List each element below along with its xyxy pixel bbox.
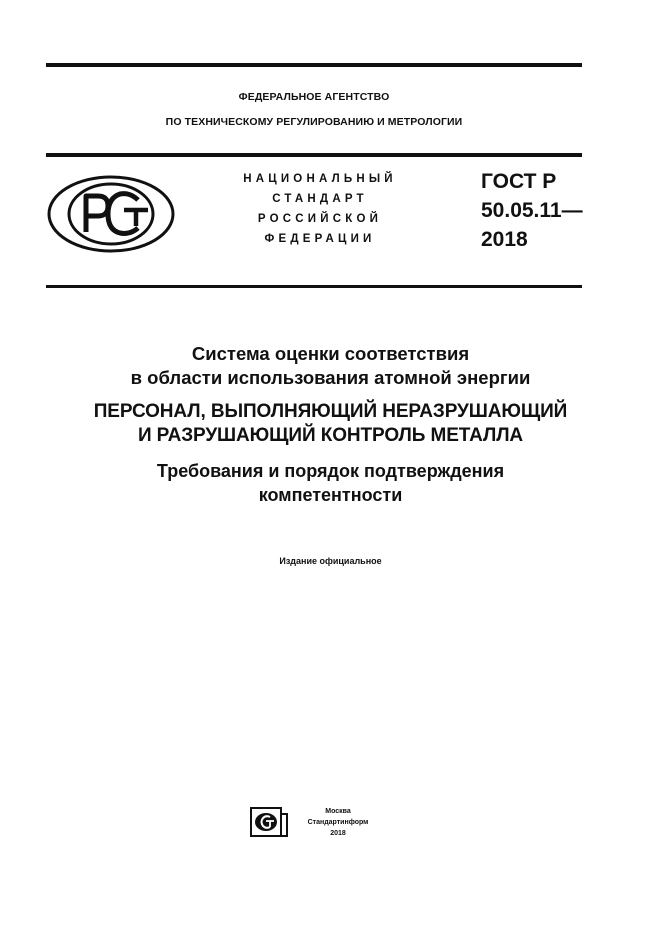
publisher-city: Москва xyxy=(325,808,351,815)
subtitle-line-1: Требования и порядок подтверждения xyxy=(156,461,505,481)
publisher-name: Стандартинформ xyxy=(307,819,369,826)
standard-type-line-2: СТАНДАРТ xyxy=(272,193,368,205)
publisher-year: 2018 xyxy=(330,830,346,837)
rst-circle-logo-icon xyxy=(46,174,176,254)
top-rule xyxy=(46,63,582,67)
header-rule-top xyxy=(46,153,582,157)
series-title-line-2: в области использования атомной энергии xyxy=(130,367,531,388)
standard-type-line-4: ФЕДЕРАЦИИ xyxy=(264,233,376,245)
standard-type-line-1: НАЦИОНАЛЬНЫЙ xyxy=(243,173,397,185)
header-rule-bottom xyxy=(46,285,582,288)
main-title-line-1: ПЕРСОНАЛ, ВЫПОЛНЯЮЩИЙ НЕРАЗРУШАЮЩИЙ xyxy=(93,401,568,422)
agency-line-2: ПО ТЕХНИЧЕСКОМУ РЕГУЛИРОВАНИЮ И МЕТРОЛОГИИ xyxy=(165,116,463,128)
designation-line-2: 50.05.11— xyxy=(481,199,583,222)
edition-label: Издание официальное xyxy=(279,556,382,566)
designation-line-3: 2018 xyxy=(481,228,528,251)
publisher-block xyxy=(297,806,379,839)
agency-line-1: ФЕДЕРАЛЬНОЕ АГЕНТСТВО xyxy=(238,91,390,103)
designation-line-1: ГОСТ Р xyxy=(481,170,557,193)
series-title-line-1: Система оценки соответствия xyxy=(191,343,470,364)
standartinform-logo-icon xyxy=(249,806,289,838)
main-title-line-2: И РАЗРУШАЮЩИЙ КОНТРОЛЬ МЕТАЛЛА xyxy=(137,425,524,446)
standard-type-line-3: РОССИЙСКОЙ xyxy=(257,213,383,225)
subtitle-line-2: компетентности xyxy=(258,485,403,505)
